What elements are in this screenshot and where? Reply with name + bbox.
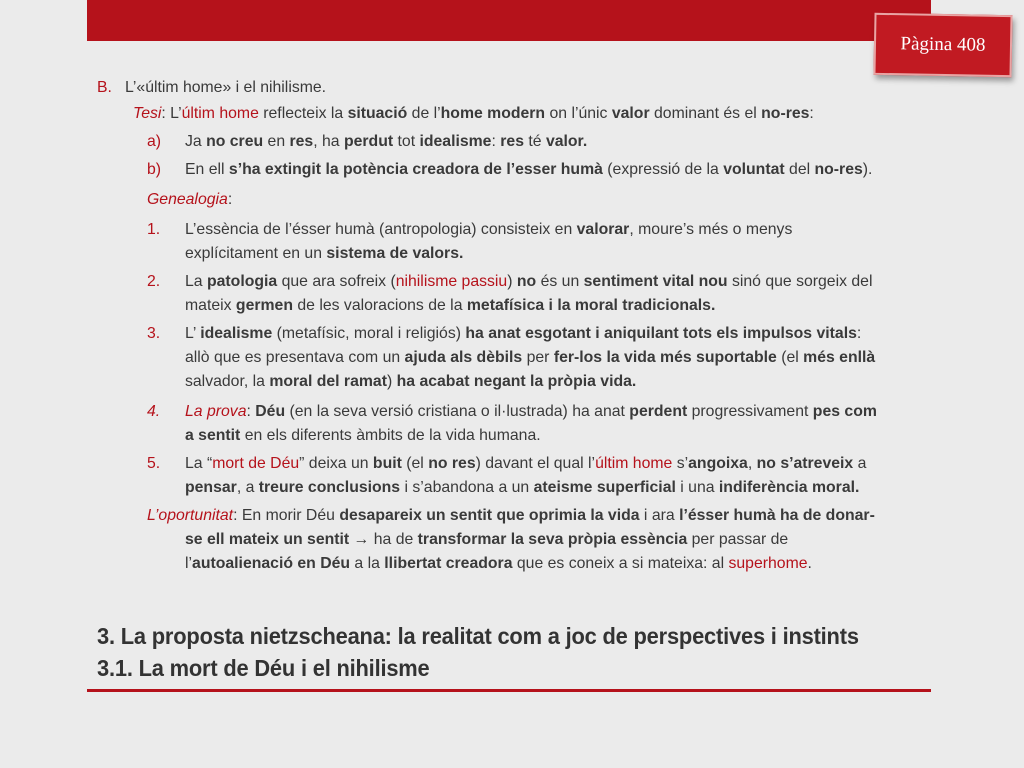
mort-de-deu-highlight: mort de Déu: [212, 455, 300, 472]
section-heading-3: 3. La proposta nietzscheana: la realitat com a joc de perspectives i instints: [97, 623, 859, 649]
superhome-highlight: superhome: [728, 555, 808, 572]
item-2-marker: 2.: [147, 273, 161, 290]
genealogia-label: Genealogia: [147, 191, 228, 208]
la-prova-label: La prova: [185, 403, 247, 420]
page-number-label: Pàgina 408: [900, 33, 986, 56]
ultim-home-highlight-2: últim home: [595, 455, 673, 472]
section-b-marker: B.: [97, 79, 112, 96]
tesi-label: Tesi: [133, 105, 162, 122]
top-accent-bar: [87, 0, 931, 41]
item-1-marker: 1.: [147, 221, 161, 238]
item-3-marker: 3.: [147, 325, 161, 342]
item-4-marker: 4.: [147, 403, 161, 420]
heading-underline-rule: [87, 689, 931, 692]
section-b-title-text: L’«últim home» i el nihilisme.: [125, 79, 327, 96]
section-heading-3-1: 3.1. La mort de Déu i el nihilisme: [97, 655, 430, 681]
item-a-marker: a): [147, 133, 162, 150]
nihilisme-passiu-highlight: nihilisme passiu: [395, 273, 508, 290]
item-b-marker: b): [147, 161, 162, 178]
item-5-marker: 5.: [147, 455, 161, 472]
oportunitat-label: L’oportunitat: [147, 507, 234, 524]
ultim-home-highlight: últim home: [181, 105, 259, 122]
page-number-badge: [873, 13, 1012, 77]
